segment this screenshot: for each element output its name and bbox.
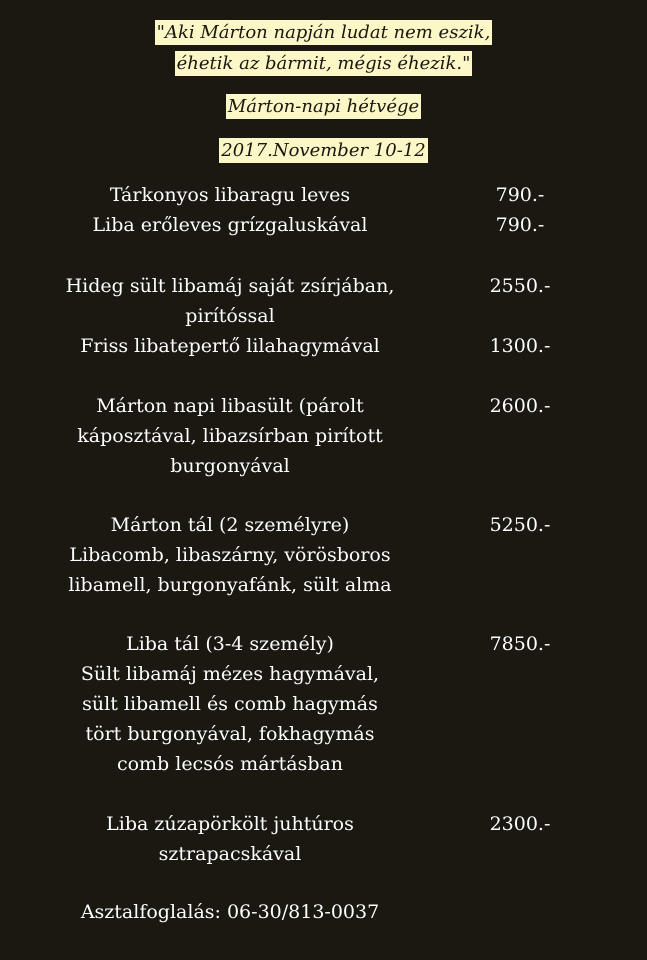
menu-item	[0, 510, 460, 600]
menu-item-price: 2550.-	[489, 275, 551, 297]
menu-item-price: 7850.-	[489, 633, 551, 655]
menu-item-line: comb lecsós mártásban	[116, 753, 344, 775]
menu-item-line: Libacomb, libaszárny, vörösboros	[69, 544, 391, 566]
menu-item-price: 2300.-	[489, 813, 551, 835]
menu-item-line: libamell, burgonyafánk, sült alma	[68, 574, 392, 596]
menu-item-line: burgonyával	[170, 455, 290, 477]
menu-item-price: 790.-	[495, 184, 545, 206]
menu-item-price: 5250.-	[489, 514, 551, 536]
menu-item-line: Liba zúzapörkölt juhtúros	[106, 813, 354, 835]
reservation-text	[0, 897, 460, 927]
menu-item	[0, 391, 460, 481]
menu-item-price: 2600.-	[489, 395, 551, 417]
menu-item-price: 790.-	[495, 214, 545, 236]
event-title-row	[0, 94, 647, 119]
menu-item	[0, 271, 460, 331]
menu-item	[0, 210, 460, 240]
menu-item-line: sztrapacskával	[158, 843, 302, 865]
event-title: Márton-napi hétvége	[227, 96, 420, 117]
quote-line-1-row	[0, 20, 647, 45]
menu-item	[0, 331, 460, 361]
menu-item	[0, 629, 460, 779]
menu-item-line: Hideg sült libamáj saját zsírjában,	[65, 275, 395, 297]
menu-item-line: tört burgonyával, fokhagymás	[85, 723, 375, 745]
menu-item-line: Liba tál (3-4 személy)	[126, 633, 334, 655]
menu-item-line: pirítóssal	[185, 305, 275, 327]
event-date: 2017.November 10-12	[221, 140, 426, 161]
quote-line-2-row	[0, 51, 647, 76]
menu-item-line: Tárkonyos libaragu leves	[109, 184, 351, 206]
menu-item-line: Márton tál (2 személyre)	[110, 514, 350, 536]
menu-item-line: Sült libamáj mézes hagymával,	[80, 663, 380, 685]
quote-line-1: "Aki Márton napján ludat nem eszik,	[156, 22, 491, 43]
menu-item-line: Friss libatepertő lilahagymával	[80, 335, 380, 357]
reservation-line: Asztalfoglalás: 06-30/813-0037	[80, 901, 380, 923]
menu-item	[0, 180, 460, 210]
menu-item-line: sült libamell és comb hagymás	[82, 693, 378, 715]
menu-item	[0, 809, 460, 869]
menu-item-price: 1300.-	[489, 335, 551, 357]
menu-item-line: Liba erőleves grízgaluskával	[92, 214, 368, 236]
event-date-row	[0, 138, 647, 163]
menu-item-line: káposztával, libazsírban pirított	[77, 425, 383, 447]
menu-item-line: Márton napi libasült (párolt	[96, 395, 364, 417]
quote-line-2: éhetik az bármit, mégis éhezik."	[176, 53, 471, 74]
